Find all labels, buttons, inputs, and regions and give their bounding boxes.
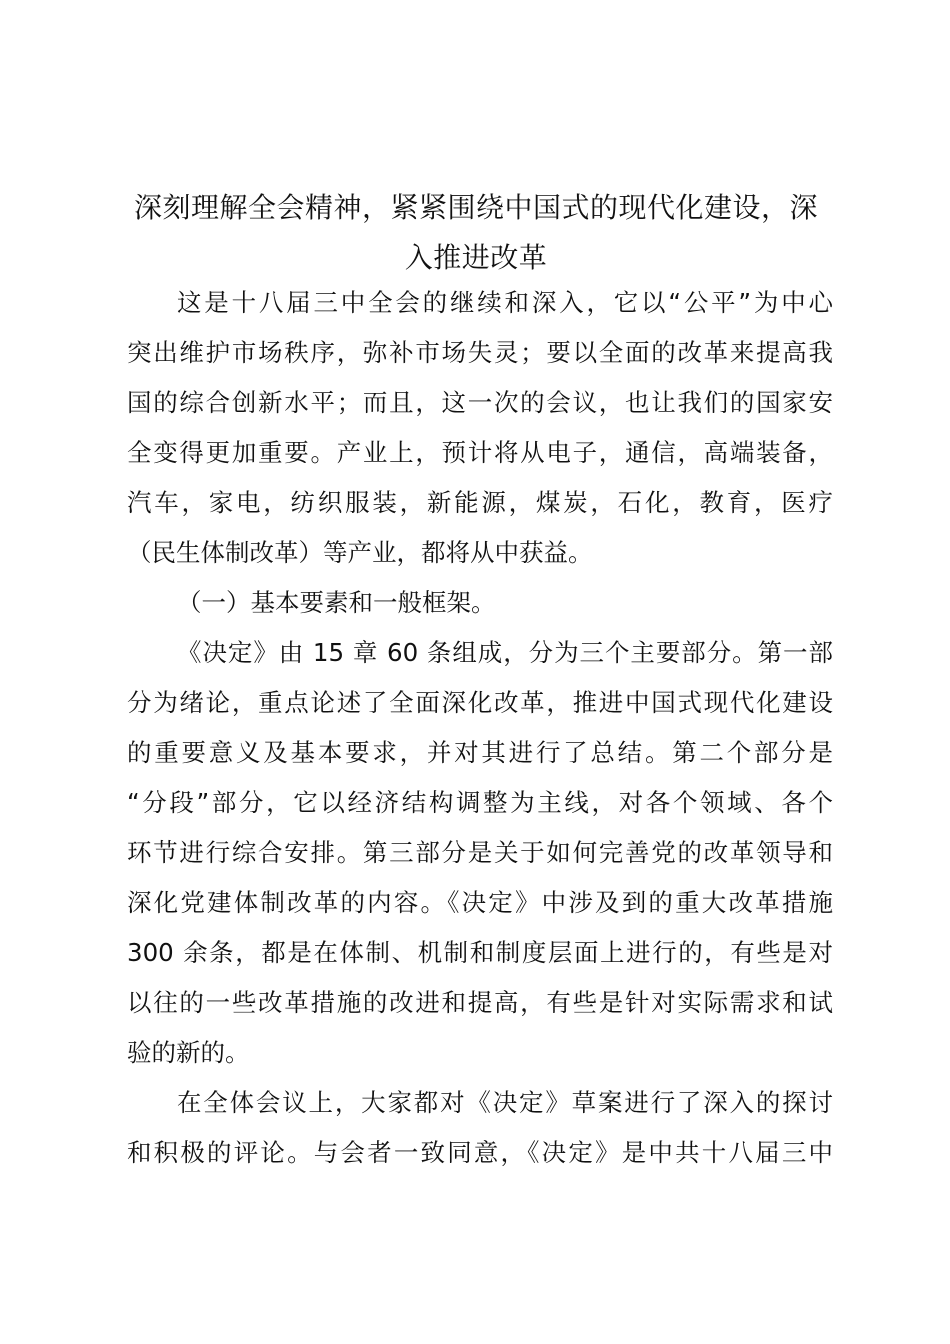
paragraph-line: 深化党建体制改革的内容。《决定》中涉及到的重大改革措施 (127, 888, 833, 917)
title-line-2: 入推进改革 (404, 241, 548, 274)
paragraph-structure (127, 628, 833, 1078)
paragraph-line: 和积极的评论。与会者一致同意，《决定》是中共十八届三中 (127, 1138, 833, 1167)
paragraph-line: 国的综合创新水平；而且，这一次的会议，也让我们的国家安 (127, 388, 833, 417)
paragraph-line: “分段”部分，它以经济结构调整为主线，对各个领域、各个 (127, 788, 833, 817)
paragraph-line: 验的新的。 (127, 1038, 250, 1067)
paragraph-line: 300 余条，都是在体制、机制和制度层面上进行的，有些是对 (127, 938, 833, 967)
paragraph-line: 突出维护市场秩序，弥补市场失灵；要以全面的改革来提高我 (127, 338, 833, 367)
paragraph-intro (127, 278, 833, 578)
paragraph-line: 全变得更加重要。产业上，预计将从电子，通信，高端装备， (127, 438, 833, 467)
paragraph-line: 在全体会议上，大家都对《决定》草案进行了深入的探讨 (177, 1088, 833, 1117)
paragraph-discussion (127, 1078, 833, 1178)
paragraph-line: 这是十八届三中全会的继续和深入，它以“公平”为中心 (177, 288, 833, 317)
section-heading: （一）基本要素和一般框架。 (177, 588, 496, 617)
paragraph-line: 环节进行综合安排。第三部分是关于如何完善党的改革领导和 (127, 838, 833, 867)
paragraph-line: 汽车，家电，纺织服装，新能源，煤炭，石化，教育，医疗 (127, 488, 833, 517)
paragraph-line: （民生体制改革）等产业，都将从中获益。 (127, 538, 593, 567)
title-line-1: 深刻理解全会精神，紧紧围绕中国式的现代化建设，深 (133, 191, 818, 224)
paragraph-line: 《决定》由 15 章 60 条组成，分为三个主要部分。第一部 (177, 638, 833, 667)
document-title (120, 183, 832, 283)
document-body (127, 278, 833, 1178)
paragraph-line: 分为绪论，重点论述了全面深化改革，推进中国式现代化建设 (127, 688, 833, 717)
paragraph-line: 以往的一些改革措施的改进和提高，有些是针对实际需求和试 (127, 988, 833, 1017)
paragraph-line: 的重要意义及基本要求，并对其进行了总结。第二个部分是 (127, 738, 833, 767)
